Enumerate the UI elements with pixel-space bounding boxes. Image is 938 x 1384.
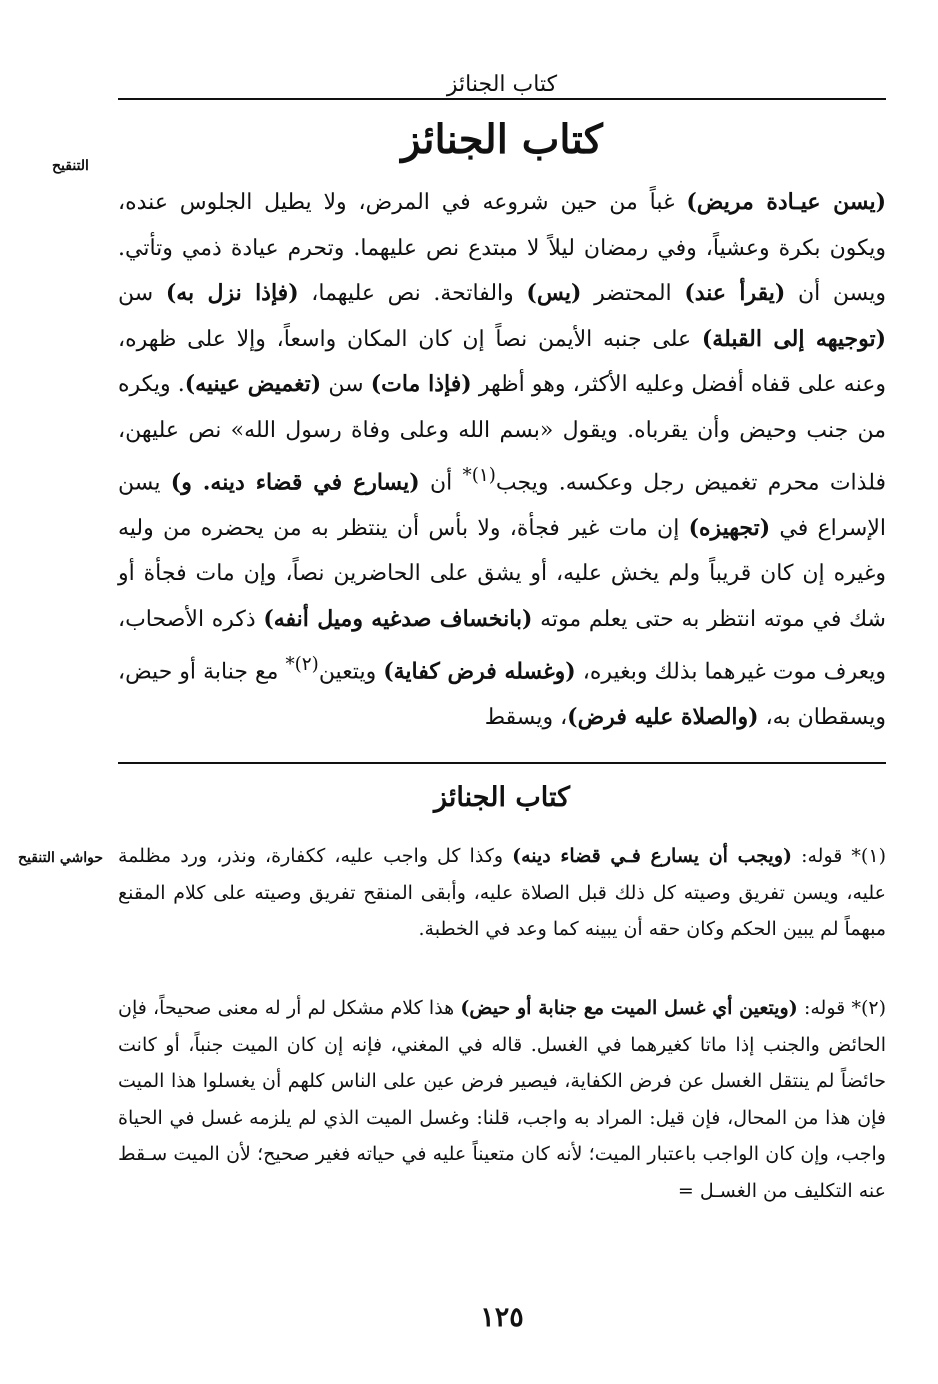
margin-label-main: التنقيح <box>52 158 89 174</box>
text-bold: (تغميض عينيه) <box>184 371 322 397</box>
text-run: على جنبه الأيمن نصاً إن كان المكان واسعاً، وإلا على ظهره، وعنه على قفاه أفضل وعليه الأكثر، وهو أظهر <box>118 326 886 397</box>
footnote-text: هذا كلام مشكل لم أر له معنى صحيحاً، فإن الحائض والجنب إذا ماتا كغيرهما في الغسل. قاله في المغني، فإنه إن كان الميت جنباً، أو كانت حائضاً لم ينتقل الغسل عن فرض الكفاية، فيصير فرض عين على الناس كلهم أن يغسلوا هذا الميت فإن هذا من المحال، فإن قيل: المراد به واجب، قلنا: وغسل الميت الذي لم يلزمه غسل في الحياة واجب، وإن كان الواجب باعتبار الميت؛ لأنه كان متعيناً عليه في حياته فغير صحيح؛ لأن الميت سـقط عنه التكليف من الغسـل = <box>118 997 886 1202</box>
text-run: ذكره الأصحاب، ويعرف موت غيرهما بذلك وبغيره، <box>118 606 886 685</box>
text-bold: (يسن عيـادة مريض) <box>686 189 886 215</box>
footnote-text: وكذا كل واجب عليه، ككفارة، ونذر، ورد مظلمة عليه، ويسن تفريق وصيته كل ذلك قبل الصلاة عليه، وأبقى المنقح تفريق وصيته على كلام المقنع مبهماً لم يبين الحكم وكان حقه أن يبينه كما وعد في الخطبة. <box>118 845 886 940</box>
footnote-quote: (ويتعين أي غسل الميت مع جنابة أو حيض) <box>460 997 798 1019</box>
footnote-quote: (ويجب أن يسارع فـي قضاء دينه) <box>512 845 792 867</box>
text-bold: (فإذا مات) <box>370 371 472 397</box>
page-number: ١٢٥ <box>480 1302 524 1333</box>
text-bold: (يسارع في قضاء دينه. و) <box>170 469 420 496</box>
text-bold: (وغسله فرض كفاية) <box>383 658 576 685</box>
footnote-label: (١)* قوله: <box>801 845 886 867</box>
notes-title: كتاب الجنائز <box>434 782 570 813</box>
section-rule <box>118 762 886 764</box>
text-run: سن <box>321 372 371 397</box>
main-text <box>118 180 886 741</box>
text-run: ويتعين <box>318 659 384 685</box>
text-bold: (توجيهه إلى القبلة) <box>701 325 886 352</box>
text-run: مع جنابة أو حيض، ويسقطان به، <box>118 659 886 731</box>
footnote-ref-1: (١)* <box>462 465 496 486</box>
header-rule <box>118 98 886 100</box>
text-bold: (فإذا نزل به) <box>165 280 299 306</box>
footnote-1 <box>118 838 886 948</box>
text-run: والفاتحة. نص عليهما، <box>298 281 527 306</box>
chapter-title: كتاب الجنائز <box>401 116 603 163</box>
footnote-ref-2: (٢)* <box>285 654 319 676</box>
footnote-label: (٢)* قوله: <box>803 997 887 1019</box>
margin-label-notes: حواشي التنقيح <box>18 850 103 866</box>
text-run: يسن الإسراع في <box>118 470 886 541</box>
text-run: ، ويسقط <box>484 705 568 731</box>
text-run: سن <box>118 281 166 306</box>
text-bold: (تجهيزه) <box>688 514 771 541</box>
text-run: إن مات غير فجأة، ولا بأس أن ينتظر به من يحضره من وليه وغيره إن كان قريباً ولم يخش عليه، أو يشق على الحاضرين نصاً، وإن مات فجأة أو شك في موته انتظر به حتى يعلم موته <box>118 515 886 632</box>
text-run: غباً من حين شروعه في المرض، ولا يطيل الجلوس عنده، ويكون بكرة وعشياً، وفي رمضان ليلاً لا مبتدع نص عليهما. وتحرم عيادة ذمي وتأتي. ويسن أن <box>118 190 886 306</box>
text-run: المحتضر <box>581 281 685 306</box>
text-bold: (بانخساف صدغيه وميل أنفه) <box>263 605 533 632</box>
footnote-2 <box>118 990 886 1209</box>
text-run: أن <box>419 470 463 496</box>
text-run: . ويكره من جنب وحيض وأن يقرباه. ويقول «بسم الله وعلى وفاة رسول الله» نص عليهن، فلذات محرم تغميض رجل وعكسه. ويجب <box>118 372 886 496</box>
text-bold: (والصلاة عليه فرض) <box>567 704 759 731</box>
running-header: كتاب الجنائز <box>446 72 558 97</box>
text-bold: (يس) <box>526 280 582 306</box>
text-bold: (يقرأ عند) <box>684 280 786 306</box>
